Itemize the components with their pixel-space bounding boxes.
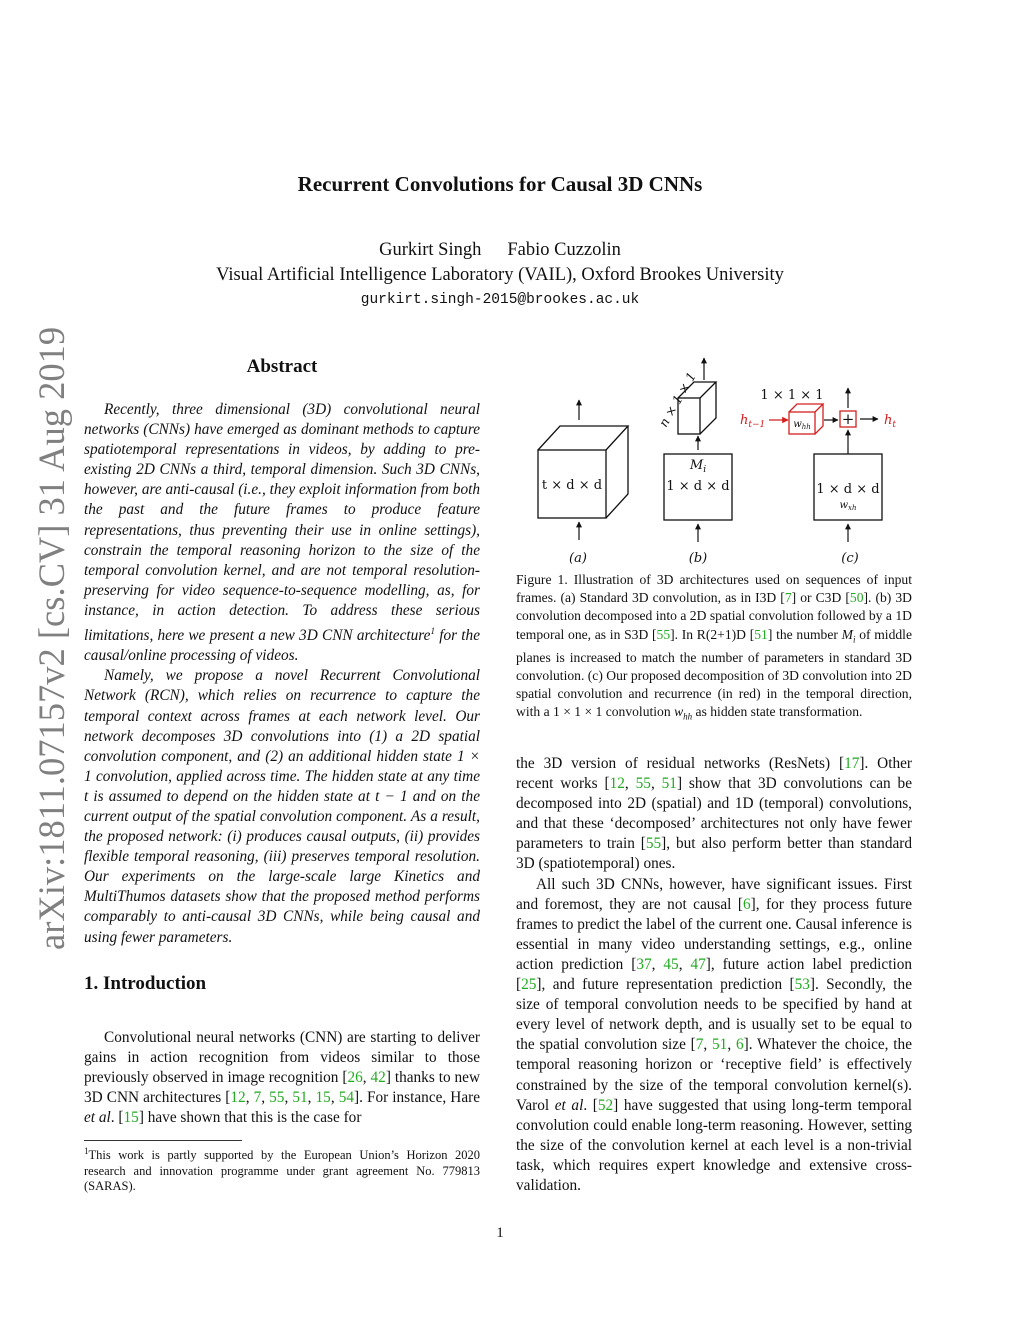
- body-paragraph: All such 3D CNNs, however, have significant issues. First and foremost, they are not causal [6], for they process future frames to predict the label of the current one. Causal inference is essential in many video understanding settings, e.g., online action prediction [37, 45, 47], future action label prediction [25], and future representation prediction [53]. Secondly, the size of temporal convolution needs to be specified by hand at every level of network depth, and is usually set to be equal to the spatial convolution size [7, 51, 6]. Whatever the choice, the temporal reasoning horizon or ‘receptive field’ is effectively constrained by the size of the temporal convolution kernel(s). Varol et al. [52] have suggested that using long-term temporal convolution could enable long-term reasoning. However, setting the size of the convolution kernel at each level is a non-trivial task, which requires expert knowledge and extensive cross-validation.: [516, 875, 912, 1194]
- citation-link[interactable]: 42: [370, 1069, 386, 1087]
- citation-link[interactable]: 53: [794, 976, 810, 994]
- footnote: $^1$This work is partly supported by the European Union’s Horizon 2020 research and innovation programme under grant agreement No. 779813 (SARAS).: [84, 1146, 480, 1194]
- panel-label-c: (c): [841, 551, 859, 566]
- cube-3d-conv: [538, 426, 628, 518]
- citation-link[interactable]: 45: [663, 955, 679, 973]
- label-b-kernel: 1 × d × d: [666, 479, 730, 494]
- body-paragraph: the 3D version of residual networks (ResNets) [17]. Other recent works [12, 55, 51] show that 3D convolutions can be decomposed into 2D (spatial) and 1D (temporal) convolutions, and that these ‘decomposed’ architectures not only have fewer parameters to train [55], but also perform better than standard 3D (spatiotemporal) ones.: [516, 755, 913, 873]
- citation-link[interactable]: 12: [230, 1089, 246, 1107]
- page-number: 1: [496, 1225, 504, 1241]
- author-name: Gurkirt Singh: [379, 240, 482, 260]
- label-whh: $w_{hh}$: [793, 419, 811, 431]
- figure-architectures: [516, 350, 916, 570]
- citation-link[interactable]: 26: [347, 1069, 363, 1087]
- citation-link[interactable]: 51: [292, 1089, 308, 1107]
- abstract-heading: Abstract: [246, 356, 318, 377]
- label-c-hidden-kernel: 1 × 1 × 1: [760, 388, 824, 403]
- citation-link[interactable]: 55: [269, 1089, 285, 1107]
- panel-label-b: (b): [688, 551, 708, 566]
- citation-link[interactable]: 55: [635, 775, 651, 793]
- section-heading-introduction: 1. Introduction: [84, 973, 207, 994]
- label-h-t: $h_t$: [884, 413, 896, 430]
- citation-link[interactable]: 51: [712, 1036, 728, 1054]
- citation-link[interactable]: 7: [695, 1036, 704, 1054]
- paper-title: Recurrent Convolutions for Causal 3D CNNs: [297, 172, 703, 196]
- citation-link[interactable]: 17: [844, 755, 860, 772]
- citation-link[interactable]: 12: [609, 775, 625, 793]
- citation-link[interactable]: 7: [784, 590, 792, 606]
- citation-link[interactable]: 25: [521, 976, 537, 994]
- citation-link[interactable]: 7: [253, 1089, 262, 1107]
- label-b-temporal-kernel: n × 1 × 1: [655, 369, 700, 430]
- author-line: [0, 240, 1000, 261]
- citation-link[interactable]: 51: [754, 626, 768, 642]
- citation-link[interactable]: 6: [735, 1036, 744, 1054]
- citation-link[interactable]: 51: [661, 775, 677, 793]
- citation-link[interactable]: 6: [742, 895, 751, 913]
- label-c-kernel: 1 × d × d: [816, 482, 880, 497]
- figure-caption: Figure 1. Illustration of 3D architectures used on sequences of input frames. (a) Standard 3D convolution, as in I3D [7] or C3D [50]. (b) 3D convolution decomposed into a 2D spatial convolution followed by a 1D temporal one, as in S3D [55]. In R(2+1)D [51] the number $M_i$ of middle planes is increased to match the number of parameters in standard 3D convolution. (c) Our proposed decomposition of 3D convolution into 2D spatial convolution and recurrence (in red) in the temporal direction, with a 1 × 1 × 1 convolution $w_{hh}$ as hidden state transformation.: [516, 572, 913, 722]
- intro-paragraph: Convolutional neural networks (CNN) are starting to deliver gains in action recognition from videos similar to those previously observed in image recognition [26, 42] thanks to new 3D CNN architectures [12, 7, 55, 51, 15, 54]. For instance, Hare et al. [15] have shown that this is the case for: [84, 1029, 481, 1127]
- citation-link[interactable]: 15: [123, 1109, 139, 1127]
- label-a-kernel: t × d × d: [541, 478, 603, 493]
- citation-link[interactable]: 47: [690, 955, 706, 973]
- label-h-prev: $h_{t-1}$: [740, 413, 766, 430]
- affiliation: Visual Artificial Intelligence Laboratory (VAIL), Oxford Brookes University: [216, 265, 784, 285]
- footnote-rule: [84, 1140, 242, 1141]
- citation-link[interactable]: 50: [849, 590, 864, 606]
- citation-link[interactable]: 55: [645, 835, 662, 853]
- citation-link[interactable]: 37: [636, 955, 652, 973]
- citation-link[interactable]: 55: [656, 626, 671, 642]
- citation-link[interactable]: 52: [597, 1096, 614, 1114]
- right-column-body: [516, 754, 912, 1196]
- arxiv-stamp: arXiv:1811.07157v2 [cs.CV] 31 Aug 2019: [31, 326, 72, 950]
- abstract-paragraph: Recently, three dimensional (3D) convolutional neural networks (CNNs) have emerged as dominant methods to capture spatiotemporal representations in videos, by adding to pre-existing 2D CNNs a third, temporal dimension. Such 3D CNNs, however, are anti-causal (i.e., they exploit information from both the past and the future frames to produce feature representations, thus preventing their use in online settings), constrain the temporal reasoning horizon to the size of the temporal convolution kernel, and are not temporal resolution-preserving for video sequence-to-sequence modelling, as, for instance, in action detection. To address these serious limitations, here we present a new 3D CNN architecture$^1$ for the causal/online processing of videos.: [84, 401, 480, 665]
- label-wxh: $w_{xh}$: [839, 500, 857, 512]
- panel-label-a: (a): [569, 551, 587, 566]
- author-name: Fabio Cuzzolin: [507, 240, 621, 260]
- author-email: gurkirt.singh-2015@brookes.ac.uk: [360, 292, 640, 308]
- abstract-body: [84, 400, 480, 948]
- sum-plus-sign: +: [841, 410, 855, 428]
- citation-link[interactable]: 54: [338, 1089, 354, 1107]
- citation-link[interactable]: 15: [315, 1089, 331, 1107]
- intro-body: [84, 1028, 480, 1128]
- abstract-paragraph: Namely, we propose a novel Recurrent Convolutional Network (RCN), which relies on recurrence to capture the temporal context across frames at each network level. Our network decomposes 3D convolutions into (1) a 2D spatial convolution component, and (2) an additional hidden state 1 × 1 convolution, applied across time. The hidden state at any time t is assumed to depend on the hidden state at t − 1 and on the current output of the spatial convolution component. As a result, the proposed network: (i) produces causal outputs, (ii) provides flexible temporal reasoning, (iii) preserves temporal resolution. Our experiments on the large-scale large Kinetics and MultiThumos datasets show that the proposed method performs comparably to anti-causal 3D CNNs, while being causal and using fewer parameters.: [84, 667, 480, 946]
- label-b-mi: $M_i$: [689, 458, 707, 475]
